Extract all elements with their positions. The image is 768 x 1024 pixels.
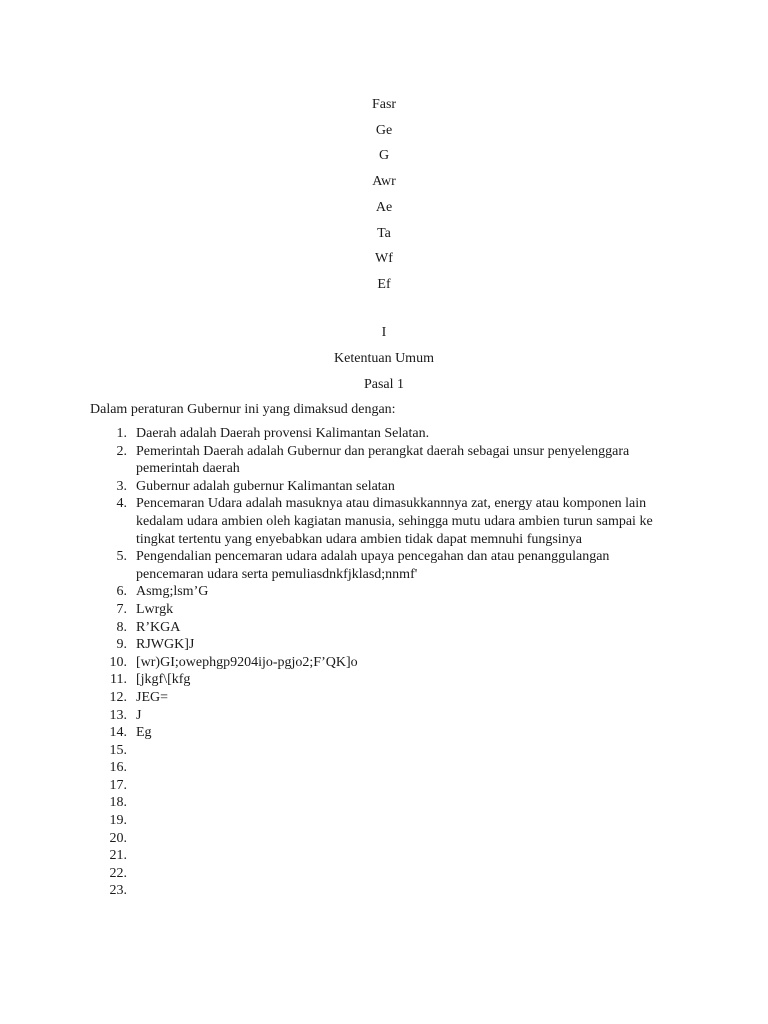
list-item-number: 9. [116, 637, 127, 653]
list-item-text: [jkgf\[kfg [136, 672, 191, 688]
heading-line: Ge [375, 122, 393, 138]
list-item [0, 689, 676, 707]
heading-line: G [378, 148, 390, 164]
article-title: Pasal 1 [363, 377, 405, 392]
heading-line: Fasr [371, 97, 397, 112]
list-item-text: J [136, 707, 142, 723]
heading-line: Ta [377, 225, 391, 241]
chapter-title: Ketentuan Umum [334, 351, 434, 366]
list-item-number: 23. [109, 883, 127, 899]
intro-paragraph: Dalam peraturan Gubernur ini yang dimaksud dengan: [90, 402, 396, 417]
list-item [0, 495, 676, 548]
list-item-text: RJWGK]J [136, 637, 195, 653]
list-item [0, 812, 676, 830]
list-item-number: 6. [116, 584, 127, 600]
list-item-number: 19. [109, 813, 127, 829]
list-item [0, 865, 676, 883]
list-item-number: 3. [116, 478, 127, 494]
list-item [0, 671, 676, 689]
heading-line: Wf [375, 251, 393, 267]
list-item-number: 12. [109, 689, 127, 705]
list-item [0, 425, 676, 443]
list-item [0, 777, 676, 795]
list-item-number: 1. [116, 426, 127, 441]
list-item-text [136, 847, 676, 865]
list-item [0, 830, 676, 848]
heading-stack [0, 92, 768, 298]
list-item [0, 583, 676, 601]
list-item [0, 601, 676, 619]
list-item [0, 742, 676, 760]
definition-list [0, 425, 768, 900]
list-item-text [136, 882, 676, 900]
list-item-text [136, 812, 676, 830]
list-item-text: Gubernur adalah gubernur Kalimantan selatan [136, 478, 395, 494]
list-item-number: 11. [110, 672, 127, 688]
list-item-text: Eg [136, 725, 152, 741]
list-item [0, 636, 676, 654]
heading-line: Awr [372, 174, 396, 190]
list-item-number: 16. [109, 760, 127, 776]
list-item-number: 5. [116, 549, 127, 565]
list-item-text [136, 777, 676, 795]
list-item-text: Daerah adalah Daerah provensi Kalimantan Selatan. [136, 426, 430, 441]
list-item-number: 7. [116, 601, 127, 617]
list-item-number: 14. [109, 725, 127, 741]
list-item-text: [wr)GI;owephgp9204ijo-pgjo2;F’QK]o [136, 654, 358, 670]
list-item [0, 548, 676, 583]
list-item [0, 619, 676, 637]
list-item-text [136, 830, 676, 848]
list-item-text: Lwrgk [136, 601, 174, 617]
list-item-number: 13. [109, 707, 127, 723]
list-item-number: 17. [109, 777, 127, 793]
list-item-number: 8. [116, 619, 127, 635]
list-item-number: 20. [109, 830, 127, 846]
list-item-number: 4. [116, 496, 127, 512]
list-item [0, 882, 676, 900]
list-item [0, 654, 676, 672]
list-item-text [136, 742, 676, 760]
list-item-text: Pencemaran Udara adalah masuknya atau dimasukkannnya zat, energy atau komponen lain kedalam udara ambien oleh kagiatan manusia, sehingga mutu udara ambien turun sampai ke tingkat tertentu yang enyebabkan udara ambien tidak dapat memnuhi fungsinya [136, 496, 653, 547]
list-item [0, 759, 676, 777]
section-header [0, 320, 768, 398]
list-item [0, 847, 676, 865]
list-item [0, 478, 676, 496]
list-item-number: 10. [109, 654, 127, 670]
list-item-number: 22. [109, 865, 127, 881]
list-item-number: 21. [109, 848, 127, 864]
list-item [0, 794, 676, 812]
list-item-number: 18. [109, 795, 127, 811]
list-item-number: 2. [116, 443, 127, 459]
heading-line: Ef [377, 276, 391, 292]
heading-line: Ae [375, 199, 393, 215]
list-item-text [136, 794, 676, 812]
list-item-text: Pemerintah Daerah adalah Gubernur dan perangkat daerah sebagai unsur penyelenggara pemerintah daerah [136, 443, 630, 477]
list-item-text: JEG= [136, 689, 169, 705]
list-item-text: Asmg;lsm’G [136, 584, 209, 600]
list-item-text: R’KGA [136, 619, 181, 635]
list-item-text [136, 759, 676, 777]
list-item-text [136, 865, 676, 883]
list-item [0, 707, 676, 725]
list-item [0, 443, 676, 478]
list-item [0, 724, 676, 742]
chapter-number: I [381, 325, 387, 340]
list-item-number: 15. [109, 742, 127, 758]
list-item-text: Pengendalian pencemaran udara adalah upaya pencegahan dan atau penanggulangan pencemaran udara serta pemuliasdnkfjklasd;nnmf' [136, 549, 610, 582]
